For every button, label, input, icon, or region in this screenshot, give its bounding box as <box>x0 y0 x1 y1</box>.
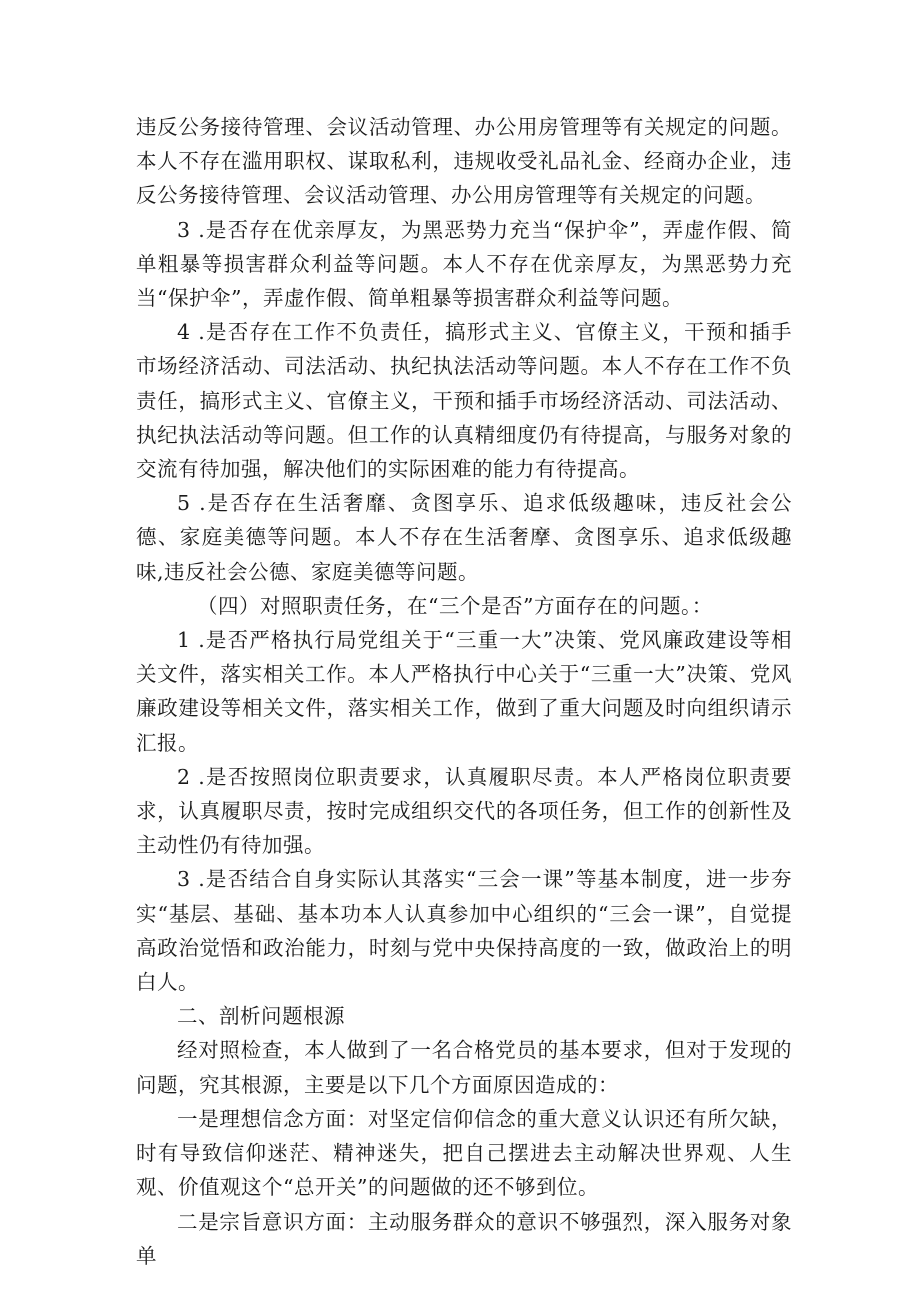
paragraph-item-3: 3 .是否存在优亲厚友，为黑恶势力充当“保护伞”，弄虚作假、简单粗暴等损害群众利益等问题。本人不存在优亲厚友，为黑恶势力充当“保护伞”，弄虚作假、简单粗暴等损害群众利益等问题。 <box>136 217 792 311</box>
paragraph-duty-item-2: 2 .是否按照岗位职责要求，认真履职尽责。本人严格岗位职责要求，认真履职尽责，按时完成组织交代的各项任务，但工作的创新性及主动性仍有待加强。 <box>136 764 792 858</box>
section-heading-4: （四）对照职责任务，在“三个是否”方面存在的问题。： <box>197 593 713 618</box>
paragraph-root-cause-intro: 经对照检查，本人做到了一名合格党员的基本要求，但对于发现的问题，究其根源，主要是以下几个方面原因造成的： <box>136 1038 792 1097</box>
paragraph-ideals-belief: 一是理想信念方面：对坚定信仰信念的重大意义认识还有所欠缺，时有导致信仰迷茫、精神迷失，把自己摆进去主动解决世界观、人生观、价值观这个“总开关”的问题做的还不够到位。 <box>136 1106 792 1200</box>
paragraph-purpose-awareness: 二是宗旨意识方面：主动服务群众的意识不够强烈，深入服务对象单 <box>136 1209 792 1268</box>
document-body <box>136 110 792 1273</box>
paragraph-duty-item-1: 1 .是否严格执行局党组关于“三重一大”决策、党风廉政建设等相关文件，落实相关工作。本人严格执行中心关于“三重一大”决策、党风廉政建设等相关文件，落实相关工作，做到了重大问题及时向组织请示汇报。 <box>136 628 792 755</box>
paragraph-item-4: 4 .是否存在工作不负责任，搞形式主义、官僚主义，干预和插手市场经济活动、司法活动、执纪执法活动等问题。本人不存在工作不负责任，搞形式主义、官僚主义，干预和插手市场经济活动、司法活动、执纪执法活动等问题。但工作的认真精细度仍有待提高，与服务对象的交流有待加强，解决他们的实际困难的能力有待提高。 <box>136 320 792 482</box>
paragraph-continuation: 违反公务接待管理、会议活动管理、办公用房管理等有关规定的问题。本人不存在滥用职权、谋取私利，违规收受礼品礼金、经商办企业，违反公务接待管理、会议活动管理、办公用房管理等有关规定的问题。 <box>136 115 792 208</box>
section-heading-root-cause: 二、剖析问题根源 <box>177 1004 345 1029</box>
paragraph-duty-item-3: 3 .是否结合自身实际认其落实“三会一课”等基本制度，进一步夯实“基层、基础、基本功本人认真参加中心组织的“三会一课”，自觉提高政治觉悟和政治能力，时刻与党中央保持高度的一致，做政治上的明白人。 <box>136 867 792 995</box>
paragraph-item-5: 5 .是否存在生活奢靡、贪图享乐、追求低级趣味，违反社会公德、家庭美德等问题。本人不存在生活奢摩、贪图享乐、追求低级趣味,违反社会公德、家庭美德等问题。 <box>136 491 792 584</box>
